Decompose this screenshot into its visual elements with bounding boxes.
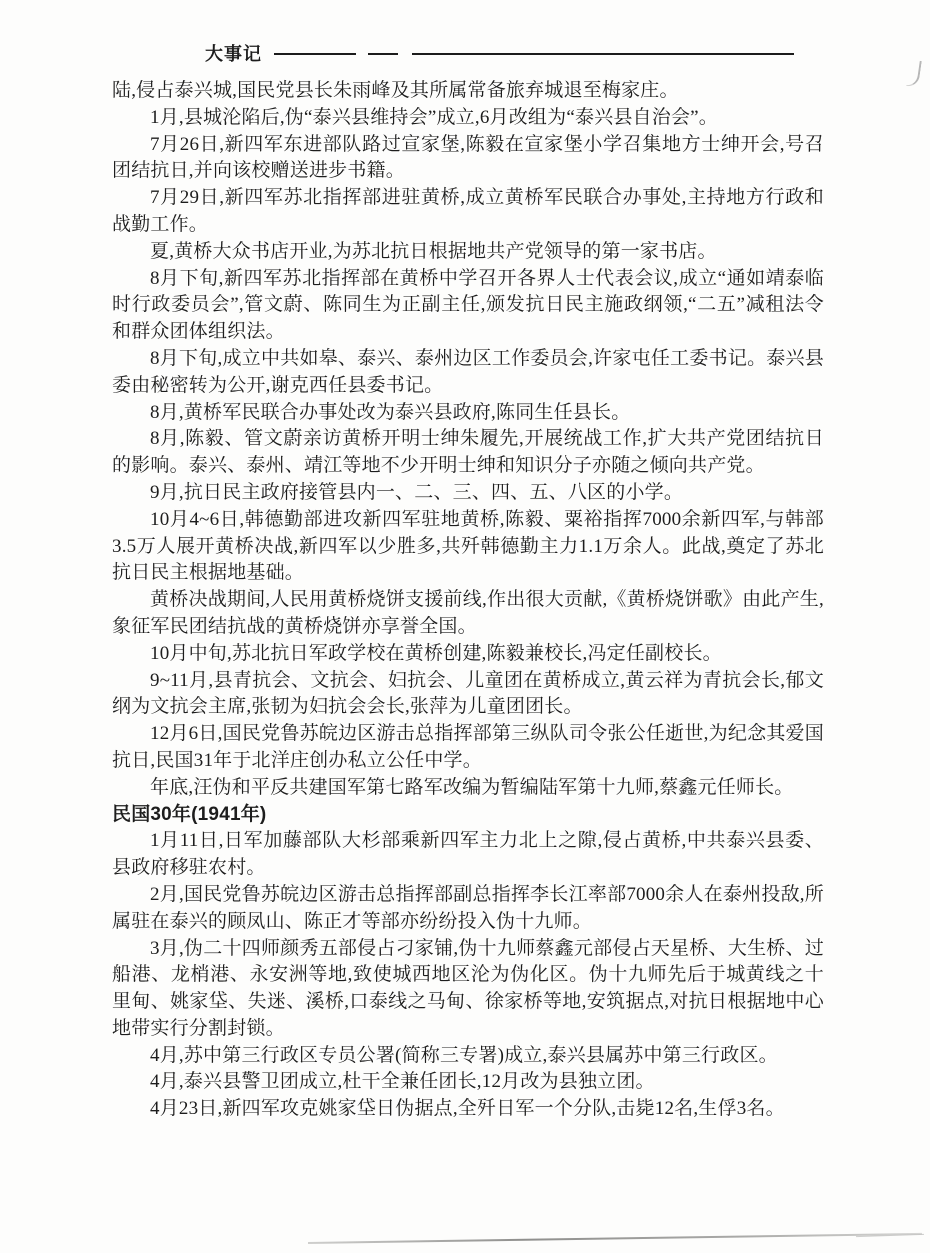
header-rule-long: [412, 53, 794, 55]
event-paragraph: 8月下旬,新四军苏北指挥部在黄桥中学召开各界人士代表会议,成立“通如靖泰临时行政委员会”,管文蔚、陈同生为正副主任,颁发抗日民主施政纲领,“二五”减租法令和群众团体组织法。: [112, 267, 824, 343]
event-paragraph: 12月6日,国民党鲁苏皖边区游击总指挥部第三纵队司令张公任逝世,为纪念其爱国抗日,民国31年于北洋庄创办私立公任中学。: [112, 723, 824, 771]
event-paragraph: 10月中旬,苏北抗日军政学校在黄桥创建,陈毅兼校长,冯定任副校长。: [150, 642, 722, 664]
event-paragraph: 年底,汪伪和平反共建国军第七路军改编为暂编陆军第十九师,蔡鑫元任师长。: [150, 776, 794, 798]
chronicle-body: [112, 78, 824, 1123]
event-paragraph: 9月,抗日民主政府接管县内一、二、三、四、五、八区的小学。: [150, 481, 684, 503]
event-paragraph: 1月,县城沦陷后,伪“泰兴县维持会”成立,6月改组为“泰兴县自治会”。: [150, 106, 718, 128]
event-paragraph: 2月,国民党鲁苏皖边区游击总指挥部副总指挥李长江率部7000余人在泰州投敌,所属驻在泰兴的顾凤山、陈正才等部亦纷纷投入伪十九师。: [112, 883, 824, 932]
event-paragraph: 1月11日,日军加藤部队大杉部乘新四军主力北上之隙,侵占黄桥,中共泰兴县委、县政府移驻农村。: [112, 830, 824, 879]
scan-artifact-corner-curl: [906, 59, 922, 87]
event-paragraph: 9~11月,县青抗会、文抗会、妇抗会、儿童团在黄桥成立,黄云祥为青抗会长,郁文纲为文抗会主席,张韧为妇抗会会长,张萍为儿童团团长。: [112, 669, 824, 718]
event-paragraph: 8月,黄桥军民联合办事处改为泰兴县政府,陈同生任县长。: [150, 401, 631, 423]
running-head-title: 大事记: [205, 44, 262, 64]
event-paragraph: 4月,泰兴县警卫团成立,杜干全兼任团长,12月改为县独立团。: [150, 1071, 655, 1093]
page-header: [205, 42, 794, 64]
event-paragraph: 3月,伪二十四师颜秀五部侵占刁家铺,伪十九师蔡鑫元部侵占天星桥、大生桥、过船港、龙梢港、永安洲等地,致使城西地区沦为伪化区。伪十九师先后于城黄线之十里甸、姚家垈、失迷、溪桥,口泰线之马甸、徐家桥等地,安筑据点,对抗日根据地中心地带实行分割封锁。: [112, 937, 824, 1039]
event-paragraph: 4月,苏中第三行政区专员公署(简称三专署)成立,泰兴县属苏中第三行政区。: [150, 1044, 778, 1066]
scan-artifact-page-edge-small: [856, 1234, 924, 1237]
event-paragraph: 夏,黄桥大众书店开业,为苏北抗日根据地共产党领导的第一家书店。: [150, 240, 717, 262]
event-paragraph: 黄桥决战期间,人民用黄桥烧饼支援前线,作出很大贡献,《黄桥烧饼歌》由此产生,象征军民团结抗战的黄桥烧饼亦享誉全国。: [112, 589, 824, 637]
scan-artifact-page-edge: [308, 1233, 922, 1244]
event-paragraph: 7月26日,新四军东进部队路过宣家堡,陈毅在宣家堡小学召集地方士绅开会,号召团结抗日,并向该校赠送进步书籍。: [112, 133, 824, 182]
event-paragraph-continuation: 陆,侵占泰兴城,国民党县长朱雨峰及其所属常备旅弃城退至梅家庄。: [112, 80, 679, 101]
header-rule-dash: [368, 53, 398, 55]
event-paragraph: 8月下旬,成立中共如皋、泰兴、泰州边区工作委员会,许家屯任工委书记。泰兴县委由秘密转为公开,谢克西任县委书记。: [112, 347, 824, 396]
event-paragraph: 4月23日,新四军攻克姚家垈日伪据点,全歼日军一个分队,击毙12名,生俘3名。: [150, 1098, 785, 1120]
year-section-heading: 民国30年(1941年): [112, 803, 267, 825]
event-paragraph: 10月4~6日,韩德勤部进攻新四军驻地黄桥,陈毅、粟裕指挥7000余新四军,与韩部3.5万人展开黄桥决战,新四军以少胜多,共歼韩德勤主力1.1万余人。此战,奠定了苏北抗日民主根据地基础。: [112, 508, 824, 584]
header-rule-segment: [274, 53, 356, 55]
event-paragraph: 7月29日,新四军苏北指挥部进驻黄桥,成立黄桥军民联合办事处,主持地方行政和战勤工作。: [112, 187, 824, 235]
event-paragraph: 8月,陈毅、管文蔚亲访黄桥开明士绅朱履先,开展统战工作,扩大共产党团结抗日的影响。泰兴、泰州、靖江等地不少开明士绅和知识分子亦随之倾向共产党。: [112, 428, 824, 477]
